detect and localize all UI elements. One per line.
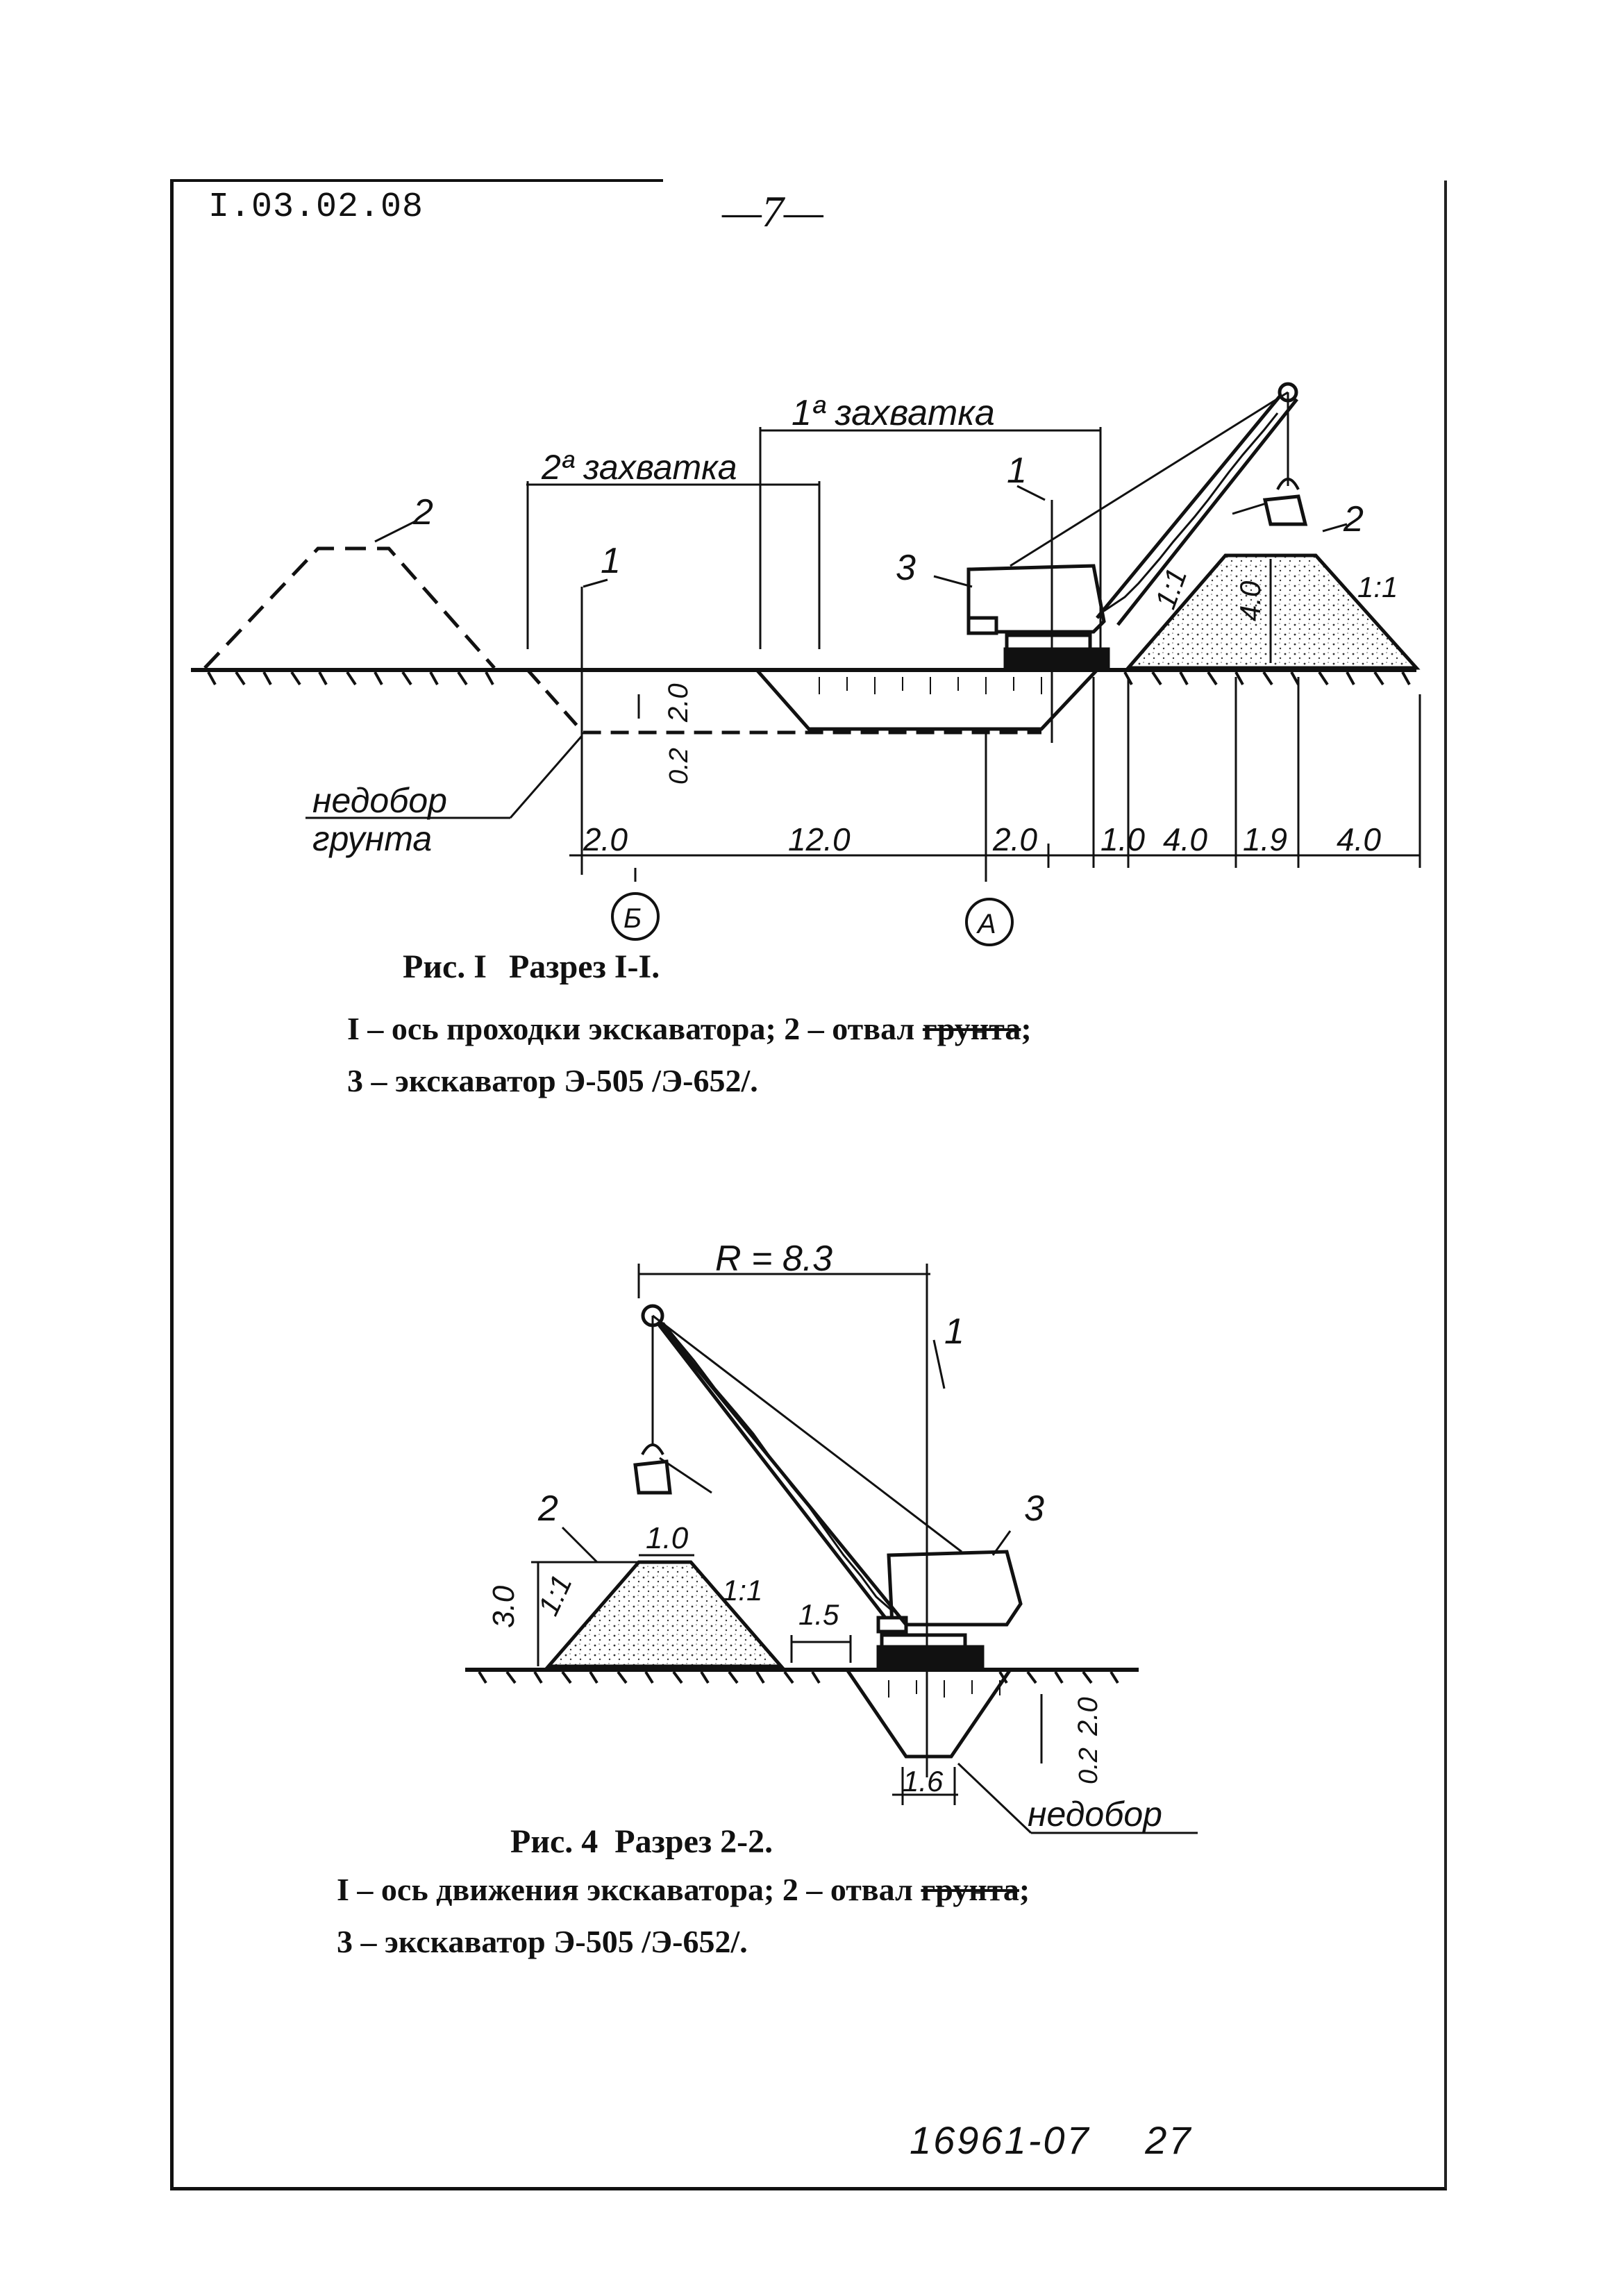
figure-2-number: 4	[581, 1823, 598, 1860]
bottom-width-label: 1.6	[903, 1765, 944, 1798]
legend-1-end: ;	[1021, 1011, 1032, 1046]
callout-3-fig2: 3	[1024, 1489, 1044, 1529]
ground-hatching-2	[479, 1672, 1118, 1683]
shortfall-line-1: недобор	[312, 781, 447, 820]
figure-1-number: I	[474, 948, 487, 985]
figure-1-caption	[403, 948, 660, 986]
dim-3: 2.0	[993, 821, 1037, 857]
callout-2-left: 2	[413, 492, 433, 533]
page-number: —7—	[722, 187, 823, 236]
callout-1-axis: 1	[601, 541, 621, 581]
callout-3: 3	[896, 548, 916, 588]
axis-a-label: А	[978, 909, 996, 939]
berm-label: 1.5	[798, 1598, 839, 1631]
dim-5: 4.0	[1163, 821, 1207, 857]
spoil-heap-left-dashed	[205, 548, 494, 668]
dim-6: 1.9	[1243, 821, 1287, 857]
legend-1-struck: грунта	[922, 1011, 1021, 1046]
legend-2-text: I – ось движения экскаватора; 2 – отвал	[337, 1872, 913, 1907]
trench-hatch	[819, 677, 1041, 694]
legend-2-end: ;	[1019, 1872, 1030, 1907]
figure-2-caption	[510, 1822, 773, 1861]
axis-b-label: Б	[623, 903, 642, 934]
ground-hatching	[208, 672, 1409, 685]
label-zone-1: 1ª захватка	[792, 393, 995, 433]
footer-sheet-number: 27	[1145, 2118, 1193, 2162]
depth-label: 2.0	[663, 683, 694, 722]
height-spoil: 4.0	[1234, 580, 1266, 621]
callout-1-fig2: 1	[944, 1312, 964, 1352]
dim-2: 12.0	[788, 821, 851, 857]
dim-1: 2.0	[583, 821, 628, 857]
top-width-label: 1.0	[646, 1521, 689, 1555]
slope-right-fig2: 1:1	[722, 1574, 763, 1607]
figure-1-prefix: Рис.	[403, 948, 466, 985]
footer-inventory-number: 16961-07	[910, 2118, 1091, 2162]
figure-1-legend-line-2: 3 – экскаватор Э-505 /Э-652/.	[347, 1063, 758, 1098]
shortfall-line-2: грунта	[312, 819, 433, 858]
slope-left: 1:1	[1148, 564, 1194, 614]
shortfall-depth-fig2: 0.2	[1074, 1748, 1103, 1784]
figure-2-title: Разрез 2-2.	[614, 1823, 773, 1860]
figure-1-legend-line-1	[347, 1010, 1032, 1047]
figure-2-legend-line-1	[337, 1871, 1030, 1908]
trench-main	[757, 670, 1097, 729]
callout-2-fig2: 2	[538, 1489, 558, 1529]
depth-label-fig2: 2.0	[1073, 1697, 1103, 1736]
shortfall-label-fig2: недобор	[1028, 1795, 1162, 1834]
document-code: I.03.02.08	[208, 187, 424, 227]
radius-label: R = 8.3	[715, 1239, 833, 1279]
shortfall-depth-label: 0.2	[664, 748, 694, 785]
figure-1-section	[191, 384, 1420, 945]
footer-code	[910, 2118, 1193, 2163]
slope-right: 1:1	[1357, 571, 1398, 603]
fig2-dimension-lines	[531, 1264, 1198, 1833]
callout-1-excavator: 1	[1007, 451, 1027, 491]
slope-left-fig2: 1:1	[531, 1570, 578, 1620]
trench-2	[847, 1670, 1010, 1757]
figure-2-section	[465, 1264, 1198, 1833]
dim-7: 4.0	[1337, 821, 1381, 857]
legend-2-struck: грунта	[921, 1872, 1019, 1907]
label-zone-2: 2ª захватка	[542, 448, 737, 487]
dim-4: 1.0	[1100, 821, 1145, 857]
trench-2-hatch	[889, 1680, 1000, 1698]
figure-1-title: Разрез I-I.	[508, 948, 660, 985]
callout-2-right: 2	[1343, 499, 1364, 539]
height-label-fig2: 3.0	[487, 1585, 521, 1628]
figure-2-legend-line-2: 3 – экскаватор Э-505 /Э-652/.	[337, 1924, 748, 1959]
legend-1-text: I – ось проходки экскаватора; 2 – отвал	[347, 1011, 915, 1046]
figure-2-prefix: Рис.	[510, 1823, 574, 1860]
